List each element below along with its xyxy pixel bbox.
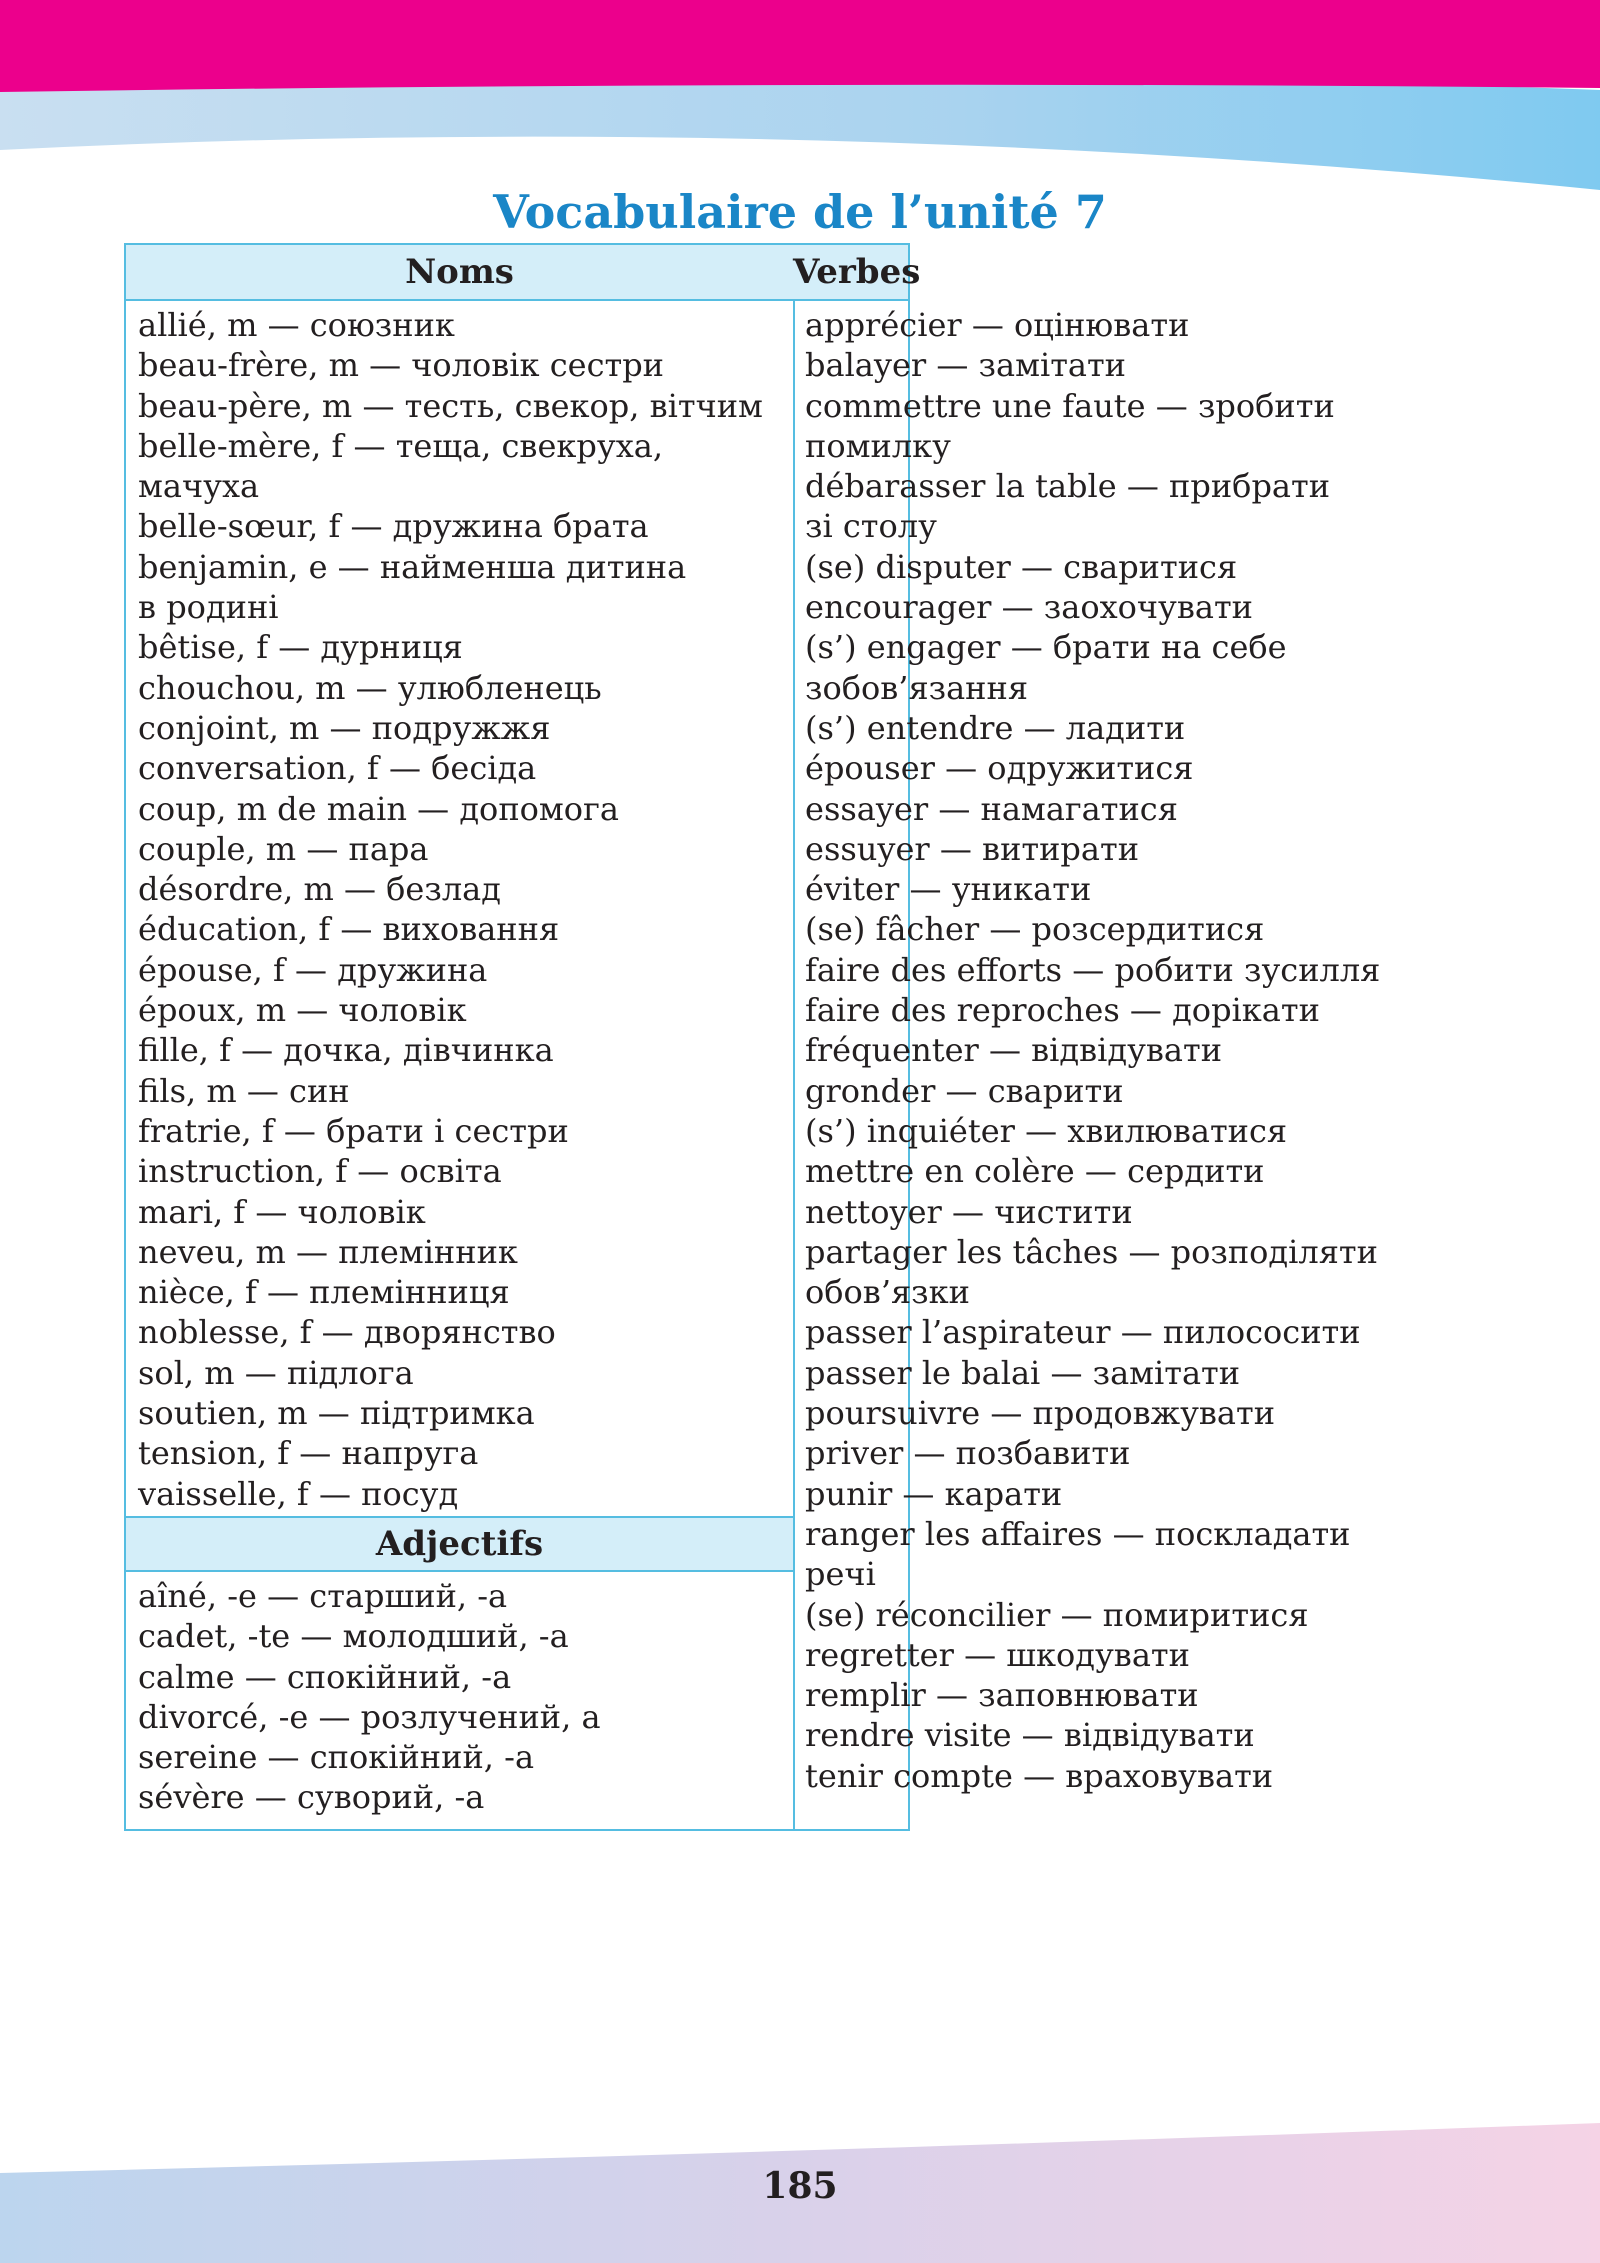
vocab-entry: bêtise, f — дурниця [138, 628, 463, 667]
vocab-entry: punir — карати [805, 1474, 1063, 1513]
vocab-entry: épouse, f — дружина [138, 950, 488, 989]
vocab-entry: (se) fâcher — розсердитися [805, 910, 1265, 949]
vocab-entry: balayer — замітати [805, 346, 1126, 385]
vocab-entry: conjoint, m — подружжя [138, 708, 551, 747]
right-column [793, 245, 1381, 1829]
vocab-entry: soutien, m — підтримка [138, 1394, 535, 1433]
vocab-entry: poursuivre — продовжувати [805, 1394, 1276, 1433]
vocab-entry: fratrie, f — брати і сестри [138, 1111, 569, 1150]
vocab-entry: couple, m — пара [138, 829, 429, 868]
vocab-entry: éducation, f — виховання [138, 910, 560, 949]
vocab-entry: conversation, f — бесіда [138, 749, 537, 788]
vocab-entry: calme — спокійний, -а [138, 1657, 512, 1696]
vocab-entry: sereine — спокійний, -а [138, 1738, 535, 1777]
vocab-entry: encourager — заохочувати [805, 588, 1253, 627]
vocab-entry: épouser — одружитися [805, 749, 1194, 788]
vocab-entry: belle-mère, f — теща, свекруха, [138, 426, 663, 465]
vocab-entry: обов’язки [805, 1273, 970, 1312]
vocab-entry: neveu, m — племінник [138, 1232, 518, 1271]
page-number: 185 [762, 2165, 838, 2207]
vocab-entry: (s’) entendre — ладити [805, 708, 1186, 747]
vocab-entry: vaisselle, f — посуд [138, 1474, 459, 1513]
vocab-entry: (se) réconcilier — помиритися [805, 1595, 1309, 1634]
adjectifs-list [126, 1572, 793, 1818]
verbes-header: Verbes [793, 245, 908, 301]
vocabulary-table [124, 243, 1381, 1831]
vocab-entry: faire des efforts — робити зусилля [805, 950, 1381, 989]
vocab-entry: gronder — сварити [805, 1071, 1124, 1110]
vocab-entry: cadet, -te — молодший, -а [138, 1617, 569, 1656]
vocab-entry: beau-frère, m — чоловік сестри [138, 346, 664, 385]
vocab-entry: помилку [805, 426, 951, 465]
vocab-entry: fille, f — дочка, дівчинка [138, 1031, 554, 1070]
vocab-entry: nettoyer — чистити [805, 1192, 1133, 1231]
top-magenta-wave [0, 0, 1600, 92]
vocab-entry: (s’) inquiéter — хвилюватися [805, 1111, 1288, 1150]
vocab-entry: в родині [138, 588, 279, 627]
vocab-entry: fils, m — син [138, 1071, 350, 1110]
vocab-entry: зобов’язання [805, 668, 1028, 707]
vocab-entry: (s’) engager — брати на себе [805, 628, 1287, 667]
vocab-entry: regretter — шкодувати [805, 1635, 1190, 1674]
vocab-entry: beau-père, m — тесть, свекор, вітчим [138, 386, 763, 425]
vocab-entry: речі [805, 1555, 876, 1594]
left-column [126, 245, 795, 1829]
top-blue-wave [0, 72, 1600, 190]
vocab-entry: passer le balai — замітати [805, 1353, 1241, 1392]
vocab-entry: essayer — намагатися [805, 789, 1178, 828]
vocab-entry: passer l’aspirateur — пилососити [805, 1313, 1361, 1352]
vocab-entry: priver — позбавити [805, 1434, 1131, 1473]
adjectifs-header: Adjectifs [126, 1516, 793, 1572]
vocab-entry: ranger les affaires — поскладати [805, 1514, 1351, 1553]
vocab-entry: мачуха [138, 467, 260, 506]
vocab-entry: tenir compte — враховувати [805, 1756, 1274, 1795]
verbes-list [793, 301, 1381, 1796]
vocab-entry: débarasser la table — прибрати [805, 467, 1331, 506]
page-title: Vocabulaire de l’unité 7 [493, 185, 1107, 239]
vocab-entry: désordre, m — безлад [138, 870, 501, 909]
vocab-entry: nièce, f — племінниця [138, 1273, 510, 1312]
vocab-entry: époux, m — чоловік [138, 991, 467, 1030]
noms-list [126, 301, 793, 1514]
noms-header: Noms [126, 245, 793, 301]
vocab-entry: fréquenter — відвідувати [805, 1031, 1223, 1070]
vocab-entry: faire des reproches — дорікати [805, 991, 1320, 1030]
vocab-entry: зі столу [805, 507, 937, 546]
vocab-entry: coup, m de main — допомога [138, 789, 619, 828]
vocab-entry: belle-sœur, f — дружина брата [138, 507, 649, 546]
vocab-entry: commettre une faute — зробити [805, 386, 1335, 425]
vocab-entry: divorcé, -e — розлучений, а [138, 1697, 601, 1736]
vocab-entry: remplir — заповнювати [805, 1676, 1199, 1715]
vocab-entry: allié, m — союзник [138, 306, 455, 344]
vocab-entry: partager les tâches — розподіляти [805, 1232, 1378, 1271]
vocab-entry: aîné, -e — старший, -а [138, 1576, 508, 1615]
vocab-entry: mari, f — чоловік [138, 1192, 426, 1231]
vocab-entry: sévère — суворий, -а [138, 1778, 485, 1817]
vocab-entry: rendre visite — відвідувати [805, 1716, 1255, 1755]
vocab-entry: essuyer — витирати [805, 829, 1140, 868]
vocab-entry: noblesse, f — дворянство [138, 1313, 556, 1352]
top-banner [0, 0, 1600, 200]
vocab-entry: tension, f — напруга [138, 1434, 479, 1473]
vocab-entry: sol, m — підлога [138, 1353, 414, 1392]
vocab-entry: instruction, f — освіта [138, 1152, 502, 1191]
vocab-entry: apprécier — оцінювати [805, 306, 1190, 344]
vocab-entry: benjamin, e — найменша дитина [138, 547, 687, 586]
vocab-entry: mettre en colère — сердити [805, 1152, 1265, 1191]
vocab-entry: (se) disputer — сваритися [805, 547, 1238, 586]
vocab-entry: éviter — уникати [805, 870, 1092, 909]
vocab-entry: chouchou, m — улюбленець [138, 668, 602, 707]
